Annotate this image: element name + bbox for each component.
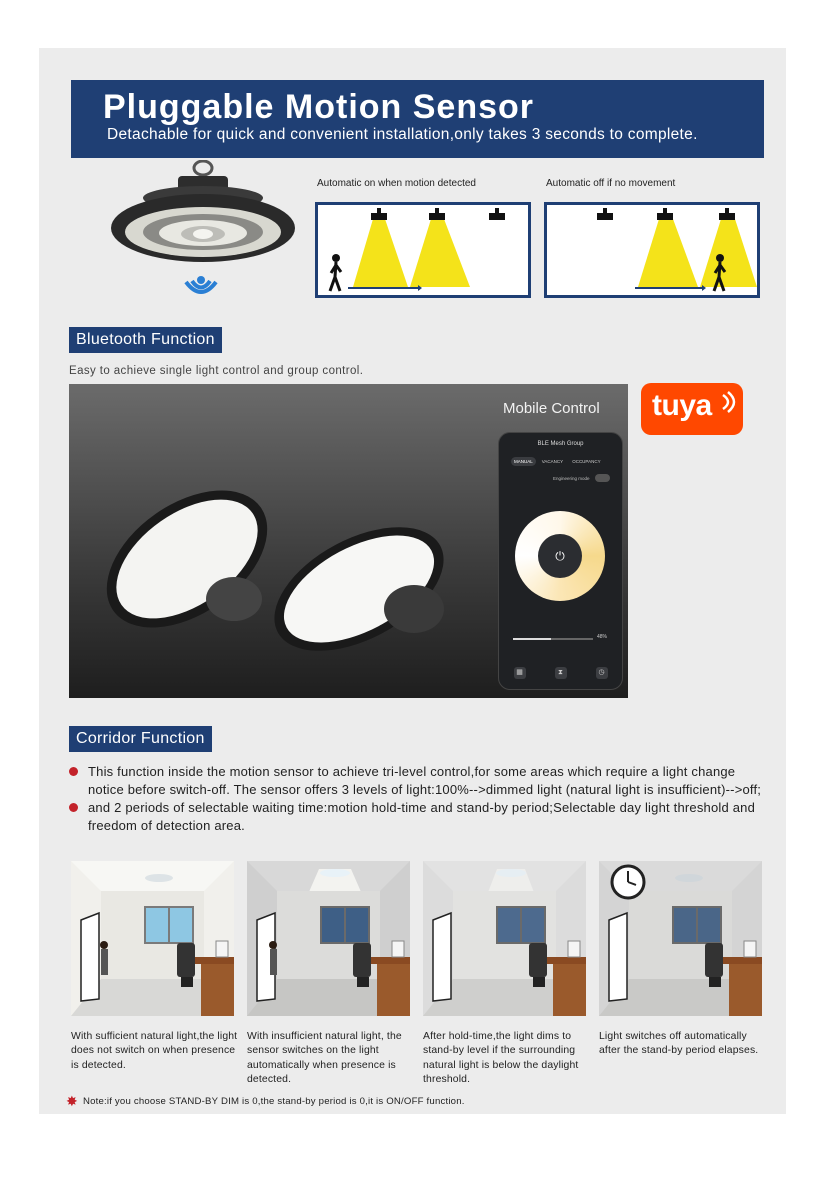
clock-icon[interactable]: ◷	[596, 667, 608, 679]
scene-caption-dimmed: After hold-time,the light dims to stand-by level if the surrounding natural light is below the daylight threshold.	[423, 1031, 579, 1086]
auto-on-label: Automatic on when motion detected	[317, 178, 476, 189]
corridor-bullet: and 2 periods of selectable waiting time:motion hold-time and stand-by period;Selectable day light threshold and freedom of detection area.	[69, 799, 769, 835]
room-scene-dimmed	[423, 861, 586, 1016]
auto-on-illustration	[318, 205, 528, 295]
room-off-illustration	[599, 861, 762, 1016]
app-screen-title: BLE Mesh Group	[537, 441, 584, 447]
timer-icon[interactable]: ⧗	[555, 667, 567, 679]
auto-off-label: Automatic off if no movement	[546, 178, 676, 189]
power-icon[interactable]: ⏻	[538, 534, 582, 578]
app-mode-tabs	[511, 457, 604, 466]
scene-caption-off: Light switches off automatically after the stand-by period elapses.	[599, 1031, 759, 1057]
auto-off-scene	[544, 202, 760, 298]
tuya-logo	[641, 383, 743, 435]
bluetooth-heading: Bluetooth Function	[69, 327, 222, 353]
bullet-dot-icon	[69, 803, 78, 812]
motion-signal-icon	[182, 268, 220, 304]
scene-caption-light-on: With insufficient natural light, the sensor switches on the light automatically when presence is detected.	[247, 1031, 402, 1086]
room-daylight-illustration	[71, 861, 234, 1016]
app-tab-manual[interactable]: MANUAL	[511, 457, 536, 466]
room-scene-off	[599, 861, 762, 1016]
tuya-logo-text: tuya	[652, 389, 712, 422]
scene-icon[interactable]: ▦	[514, 667, 526, 679]
bluetooth-description: Easy to achieve single light control and group control.	[69, 365, 364, 377]
brightness-slider[interactable]	[513, 638, 593, 640]
room-light-on-illustration	[247, 861, 410, 1016]
brightness-value: 48%	[597, 634, 608, 640]
scene-caption-daylight: With sufficient natural light,the light does not switch on when presence is detected.	[71, 1031, 238, 1071]
bullet-dot-icon	[69, 767, 78, 776]
star-icon: ✸	[66, 1093, 78, 1109]
room-scene-light-on	[247, 861, 410, 1016]
app-tab-occupancy[interactable]: OCCUPANCY	[572, 459, 601, 464]
engineering-mode-toggle[interactable]	[595, 474, 610, 482]
highbay-fixture-image	[108, 160, 298, 270]
auto-on-scene	[315, 202, 531, 298]
app-tab-vacancy[interactable]: VACANCY	[541, 459, 564, 464]
corridor-bullet: This function inside the motion sensor to achieve tri-level control,for some areas which require a light change notice before switch-off. The sensor offers 3 levels of light:100%-->dimmed light (natural light is insufficient)-->off;	[69, 763, 769, 799]
auto-off-illustration	[547, 205, 757, 295]
standby-note: ✸ Note:if you choose STAND-BY DIM is 0,the stand-by period is 0,it is ON/OFF function.	[66, 1093, 465, 1109]
page-subtitle: Detachable for quick and convenient installation,only takes 3 seconds to complete.	[107, 126, 698, 143]
mobile-control-caption: Mobile Control	[503, 400, 600, 417]
bluetooth-photo	[69, 384, 628, 698]
app-bottom-bar	[499, 667, 622, 679]
engineering-mode-label: Engineering mode	[553, 476, 590, 481]
room-dimmed-illustration	[423, 861, 586, 1016]
corridor-bullet-list	[69, 763, 769, 835]
phone-app-mockup	[498, 432, 623, 690]
header-banner	[71, 80, 764, 158]
room-scene-daylight	[71, 861, 234, 1016]
wifi-signal-icon	[721, 391, 739, 413]
corridor-heading: Corridor Function	[69, 726, 212, 752]
clock-icon	[612, 866, 644, 898]
page-title: Pluggable Motion Sensor	[103, 88, 535, 126]
